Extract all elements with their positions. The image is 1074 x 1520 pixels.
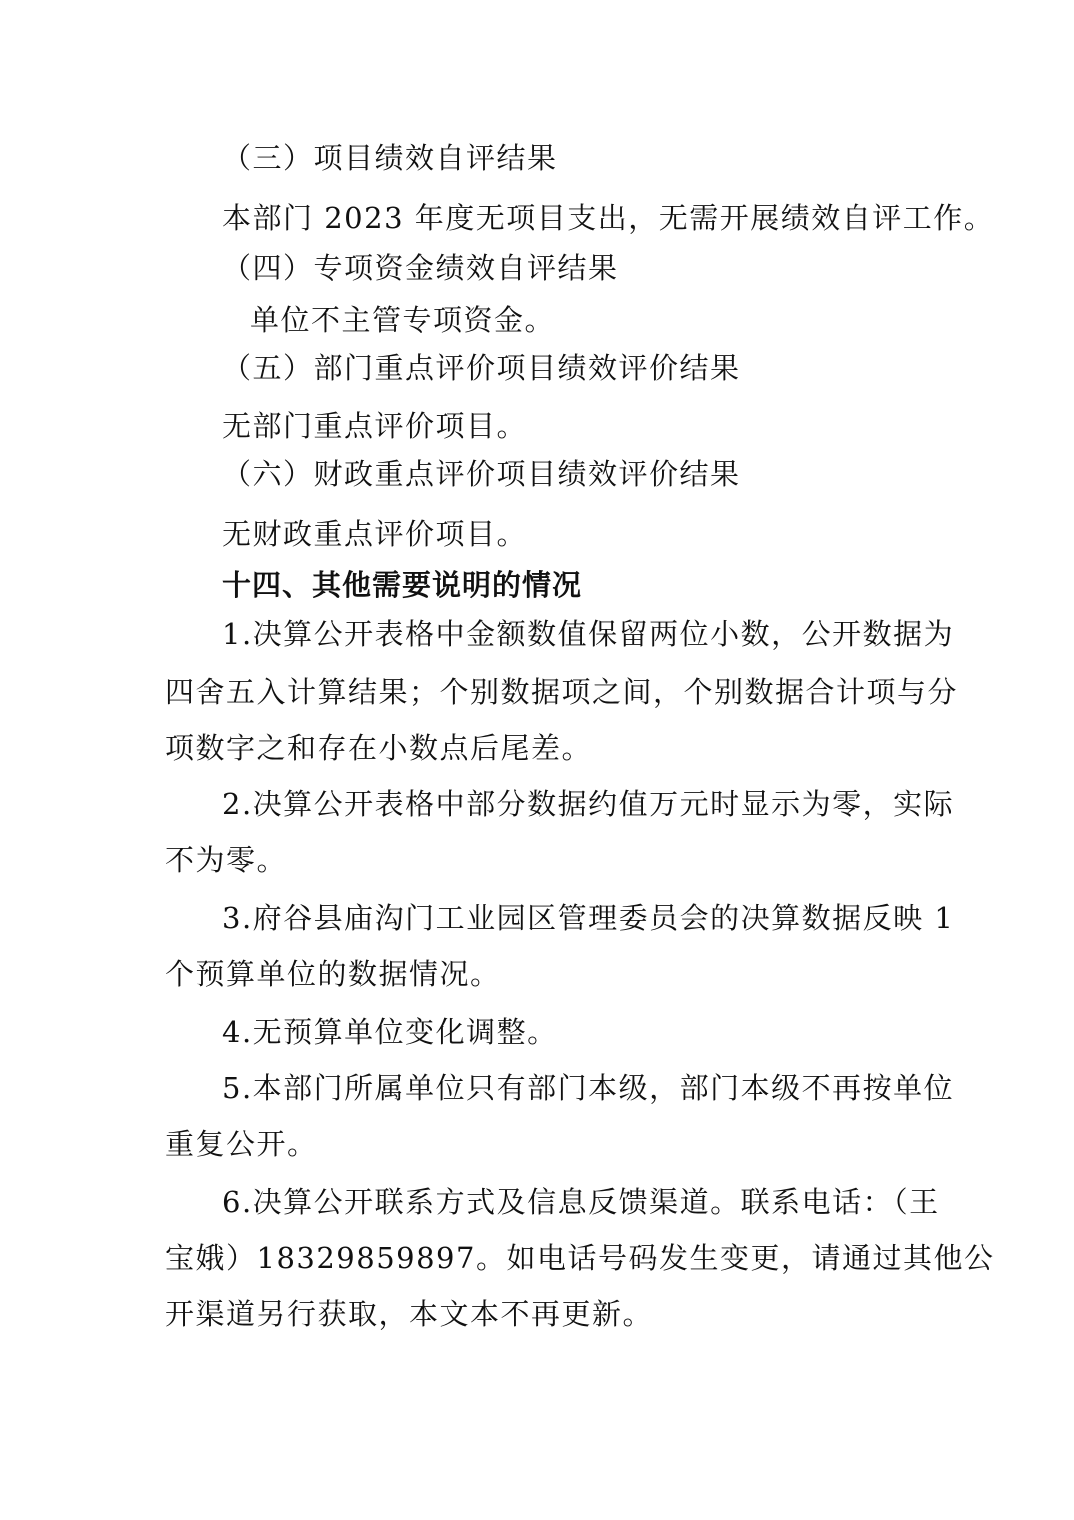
item-5-line-1: 5.本部门所属单位只有部门本级，部门本级不再按单位 — [222, 1071, 955, 1105]
section-5-body: 无部门重点评价项目。 — [222, 409, 528, 443]
section-6-body: 无财政重点评价项目。 — [222, 517, 528, 551]
section-6-heading: （六）财政重点评价项目绩效评价结果 — [222, 457, 741, 491]
item-4-line-1: 4.无预算单位变化调整。 — [222, 1015, 558, 1049]
item-1-line-3: 项数字之和存在小数点后尾差。 — [165, 731, 593, 765]
section-3-body: 本部门 2023 年度无项目支出，无需开展绩效自评工作。 — [222, 201, 995, 235]
item-2-line-2: 不为零。 — [165, 843, 288, 877]
item-3-line-2: 个预算单位的数据情况。 — [165, 957, 501, 991]
section-3-heading: （三）项目绩效自评结果 — [222, 141, 558, 175]
item-6-line-1: 6.决算公开联系方式及信息反馈渠道。联系电话：（王 — [222, 1185, 940, 1219]
item-3-line-1: 3.府谷县庙沟门工业园区管理委员会的决算数据反映 1 — [222, 901, 955, 935]
item-6-line-2: 宝娥）18329859897。如电话号码发生变更，请通过其他公 — [165, 1241, 995, 1275]
section-4-heading: （四）专项资金绩效自评结果 — [222, 251, 619, 285]
item-5-line-2: 重复公开。 — [165, 1127, 318, 1161]
item-1-line-2: 四舍五入计算结果；个别数据项之间，个别数据合计项与分 — [165, 675, 959, 709]
section-14-heading: 十四、其他需要说明的情况 — [222, 568, 583, 602]
item-2-line-1: 2.决算公开表格中部分数据约值万元时显示为零，实际 — [222, 787, 955, 821]
item-1-line-1: 1.决算公开表格中金额数值保留两位小数，公开数据为 — [222, 617, 955, 651]
section-4-body: 单位不主管专项资金。 — [250, 303, 556, 337]
item-6-line-3: 开渠道另行获取，本文本不再更新。 — [165, 1297, 654, 1331]
section-5-heading: （五）部门重点评价项目绩效评价结果 — [222, 351, 741, 385]
